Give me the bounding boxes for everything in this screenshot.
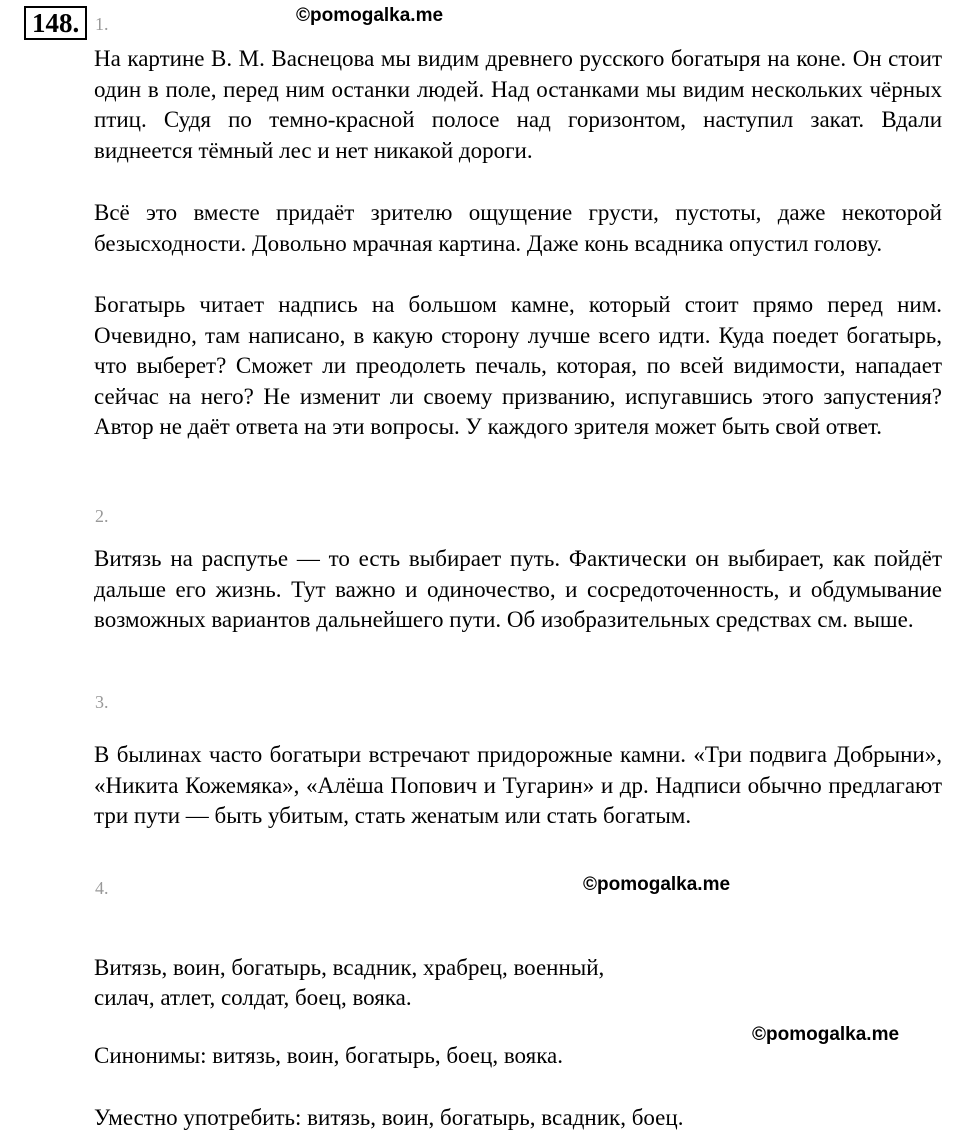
section-4-word-list-line-1: Витязь, воин, богатырь, всадник, храбрец, военный,	[94, 955, 605, 980]
section-2-paragraph: Витязь на распутье — то есть выбирает путь. Фактически он выбирает, как пойдёт дальше его жизнь. Тут важно и одиночество, и сосредоточенность, и обдумывание возможных вариантов дальнейшего пути. Об изобразительных средствах см. выше.	[94, 546, 942, 633]
section-4-word-list-line-2: силач, атлет, солдат, боец, вояка.	[94, 985, 412, 1010]
section-3-paragraph: В былинах часто богатыри встречают придорожные камни. «Три подвига Добрыни», «Никита Кожемяка», «Алёша Попович и Тугарин» и др. Надписи обычно предлагают три пути — быть убитым, стать женатым или стать богатым.	[94, 742, 942, 829]
section-4-synonyms: Синонимы: витязь, воин, богатырь, боец, вояка.	[94, 1043, 563, 1068]
section-1-paragraph-2: Всё это вместе придаёт зрителю ощущение грусти, пустоты, даже некоторой безысходности. Довольно мрачная картина. Даже конь всадника опустил голову.	[94, 200, 942, 256]
watermark-middle: ©pomogalka.me	[583, 874, 731, 895]
section-4-label: 4.	[95, 878, 109, 898]
section-1-paragraph-3: Богатырь читает надпись на большом камне, который стоит прямо перед ним. Очевидно, там написано, в какую сторону лучше всего идти. Куда поедет богатырь, что выберет? Сможет ли преодолеть печаль, которая, по всей видимости, нападает сейчас на него? Не изменит ли своему призванию, испугавшись этого запустения? Автор не даёт ответа на эти вопросы. У каждого зрителя может быть свой ответ.	[94, 292, 942, 440]
section-1-label: 1.	[95, 14, 109, 34]
section-1-paragraph-1: На картине В. М. Васнецова мы видим древнего русского богатыря на коне. Он стоит один в поле, перед ним останки людей. Над останками мы видим нескольких чёрных птиц. Судя по темно-красной полосе над горизонтом, наступил закат. Вдали виднеется тёмный лес и нет никакой дороги.	[94, 46, 942, 163]
exercise-number: 148.	[24, 6, 87, 40]
watermark-top: ©pomogalka.me	[296, 5, 444, 26]
section-4-appropriate-words: Уместно употребить: витязь, воин, богатырь, всадник, боец.	[94, 1105, 684, 1130]
section-2-label: 2.	[95, 506, 109, 526]
watermark-bottom: ©pomogalka.me	[752, 1024, 900, 1045]
section-3-label: 3.	[95, 692, 109, 712]
